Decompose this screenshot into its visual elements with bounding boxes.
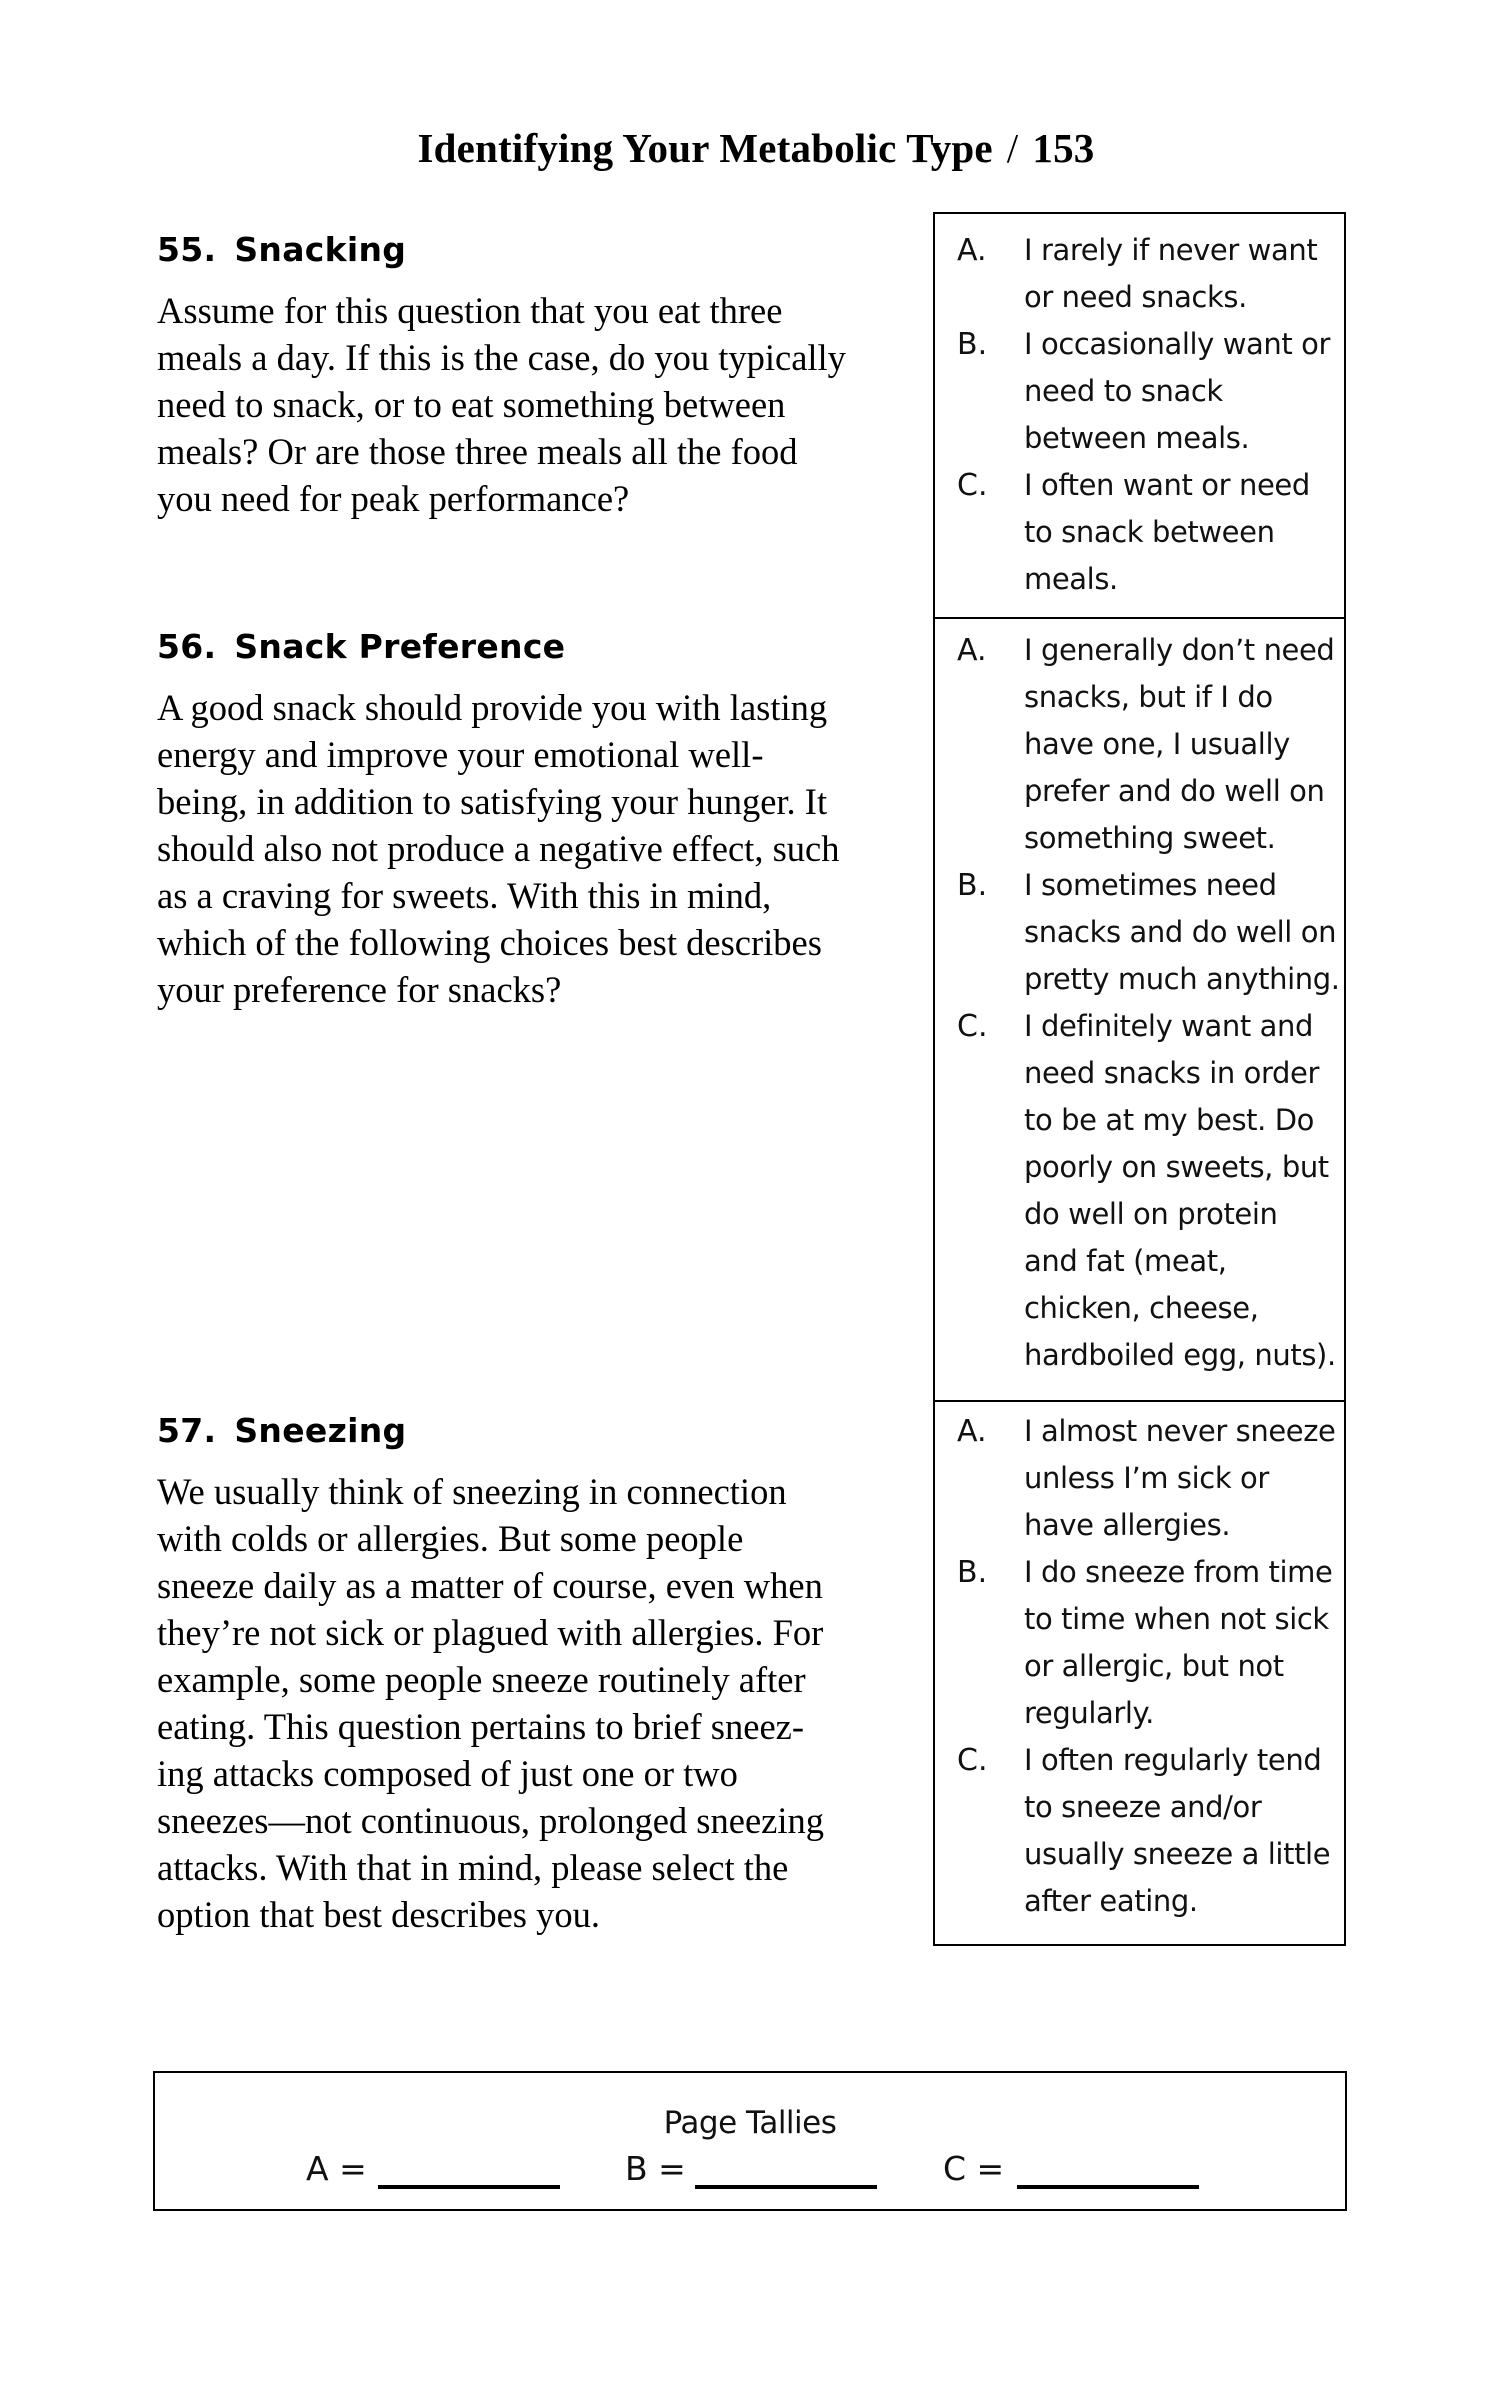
tally-label: C = xyxy=(943,2149,1005,2188)
body-line: Assume for this question that you eat three xyxy=(157,290,783,331)
option-letter: A. xyxy=(957,233,987,268)
option-line: I generally don’t need xyxy=(1024,633,1335,667)
option-line: poorly on sweets, but xyxy=(1024,1150,1329,1184)
body-line: need to snack, or to eat something between xyxy=(157,384,786,425)
option-line: snacks and do well on xyxy=(1024,915,1337,949)
answer-option-b[interactable] xyxy=(935,1549,1344,1737)
option-line: or need snacks. xyxy=(1024,280,1247,314)
option-line: and fat (meat, xyxy=(1024,1244,1227,1278)
option-line: have one, I usually xyxy=(1024,727,1290,761)
option-line: to be at my best. Do xyxy=(1024,1103,1315,1137)
body-line: being, in addition to satisfying your hunger. It xyxy=(157,781,828,822)
answer-option-b[interactable] xyxy=(935,862,1344,1003)
option-line: I almost never sneeze xyxy=(1024,1414,1336,1448)
body-line: as a craving for sweets. With this in mind, xyxy=(157,875,772,916)
option-line: I definitely want and xyxy=(1024,1009,1313,1043)
options-question-56 xyxy=(935,617,1344,1379)
option-line: need snacks in order xyxy=(1024,1056,1319,1090)
option-text xyxy=(1024,627,1344,862)
answer-option-a[interactable] xyxy=(935,227,1344,321)
option-line: or allergic, but not xyxy=(1024,1649,1284,1683)
option-line: have allergies. xyxy=(1024,1508,1231,1542)
running-title: Identifying Your Metabolic Type xyxy=(417,125,993,171)
option-text xyxy=(1024,227,1344,321)
tally-c-blank[interactable] xyxy=(1017,2185,1199,2189)
option-text xyxy=(1024,321,1344,462)
tally-label: B = xyxy=(625,2149,686,2188)
option-line: I sometimes need xyxy=(1024,868,1277,902)
question-title: Snacking xyxy=(234,230,407,269)
option-line: I occasionally want or xyxy=(1024,327,1331,361)
body-line: which of the following choices best describes xyxy=(157,922,822,963)
option-line: do well on protein xyxy=(1024,1197,1278,1231)
question-body xyxy=(157,1468,917,1938)
option-line: to snack between xyxy=(1024,515,1275,549)
question-number: 56. xyxy=(157,627,217,666)
options-question-57 xyxy=(935,1400,1344,1925)
answer-option-a[interactable] xyxy=(935,1408,1344,1549)
question-56 xyxy=(157,623,917,1013)
option-line: unless I’m sick or xyxy=(1024,1461,1269,1495)
body-line: energy and improve your emotional well- xyxy=(157,734,764,775)
question-title: Sneezing xyxy=(234,1411,407,1450)
option-line: I often want or need xyxy=(1024,468,1310,502)
question-55 xyxy=(157,226,917,522)
option-line: something sweet. xyxy=(1024,821,1276,855)
tally-label: A = xyxy=(306,2149,367,2188)
option-line: I do sneeze from time xyxy=(1024,1555,1333,1589)
option-line: pretty much anything. xyxy=(1024,962,1340,996)
option-letter: A. xyxy=(957,1414,987,1449)
question-heading xyxy=(157,226,917,273)
answer-option-b[interactable] xyxy=(935,321,1344,462)
option-text xyxy=(1024,462,1344,603)
question-body xyxy=(157,287,917,522)
option-line: after eating. xyxy=(1024,1884,1198,1918)
page-tallies-box xyxy=(153,2071,1347,2211)
option-line: snacks, but if I do xyxy=(1024,680,1273,714)
question-57 xyxy=(157,1407,917,1938)
option-text xyxy=(1024,862,1344,1003)
option-text xyxy=(1024,1549,1344,1737)
body-line: you need for peak performance? xyxy=(157,478,630,519)
body-line: sneeze daily as a matter of course, even when xyxy=(157,1565,823,1606)
body-line: meals a day. If this is the case, do you typically xyxy=(157,337,846,378)
page-tallies-title: Page Tallies xyxy=(663,2105,837,2141)
option-text xyxy=(1024,1408,1344,1549)
body-line: they’re not sick or plagued with allergies. For xyxy=(157,1612,824,1653)
header-separator: / xyxy=(1006,125,1019,171)
question-title: Snack Preference xyxy=(234,627,566,666)
page-header xyxy=(0,118,1500,178)
option-line: to sneeze and/or xyxy=(1024,1790,1262,1824)
option-line: prefer and do well on xyxy=(1024,774,1325,808)
option-line: usually sneeze a little xyxy=(1024,1837,1331,1871)
option-line: regularly. xyxy=(1024,1696,1154,1730)
body-line: should also not produce a negative effect, such xyxy=(157,828,840,869)
option-line: to time when not sick xyxy=(1024,1602,1329,1636)
option-text xyxy=(1024,1003,1344,1379)
option-line: I often regularly tend xyxy=(1024,1743,1322,1777)
answer-option-a[interactable] xyxy=(935,627,1344,862)
option-text xyxy=(1024,1737,1344,1925)
option-letter: C. xyxy=(957,1743,988,1778)
body-line: sneezes—not continuous, prolonged sneezing xyxy=(157,1800,824,1841)
option-letter: C. xyxy=(957,1009,988,1044)
body-line: A good snack should provide you with lasting xyxy=(157,687,828,728)
question-number: 55. xyxy=(157,230,217,269)
option-letter: B. xyxy=(957,327,988,362)
option-letter: B. xyxy=(957,868,988,903)
answer-option-c[interactable] xyxy=(935,1003,1344,1379)
option-line: I rarely if never want xyxy=(1024,233,1318,267)
body-line: attacks. With that in mind, please select the xyxy=(157,1847,789,1888)
question-heading xyxy=(157,623,917,670)
question-heading xyxy=(157,1407,917,1454)
body-line: with colds or allergies. But some people xyxy=(157,1518,744,1559)
answer-option-c[interactable] xyxy=(935,462,1344,603)
question-number: 57. xyxy=(157,1411,217,1450)
tally-b-blank[interactable] xyxy=(695,2185,877,2189)
option-letter: A. xyxy=(957,633,987,668)
body-line: ing attacks composed of just one or two xyxy=(157,1753,738,1794)
body-line: example, some people sneeze routinely after xyxy=(157,1659,806,1700)
option-line: meals. xyxy=(1024,562,1118,596)
question-body xyxy=(157,684,917,1013)
option-line: need to snack xyxy=(1024,374,1223,408)
page-number: 153 xyxy=(1032,125,1095,171)
body-line: your preference for snacks? xyxy=(157,969,562,1010)
body-line: eating. This question pertains to brief sneez- xyxy=(157,1706,805,1747)
answer-options-box xyxy=(933,212,1346,1946)
option-line: chicken, cheese, xyxy=(1024,1291,1259,1325)
body-line: meals? Or are those three meals all the food xyxy=(157,431,798,472)
body-line: option that best describes you. xyxy=(157,1894,600,1935)
option-line: hardboiled egg, nuts). xyxy=(1024,1338,1336,1372)
options-question-55 xyxy=(935,227,1344,603)
body-line: We usually think of sneezing in connection xyxy=(157,1471,787,1512)
option-letter: B. xyxy=(957,1555,988,1590)
option-letter: C. xyxy=(957,468,988,503)
answer-option-c[interactable] xyxy=(935,1737,1344,1925)
tally-a-blank[interactable] xyxy=(378,2185,560,2189)
option-line: between meals. xyxy=(1024,421,1250,455)
